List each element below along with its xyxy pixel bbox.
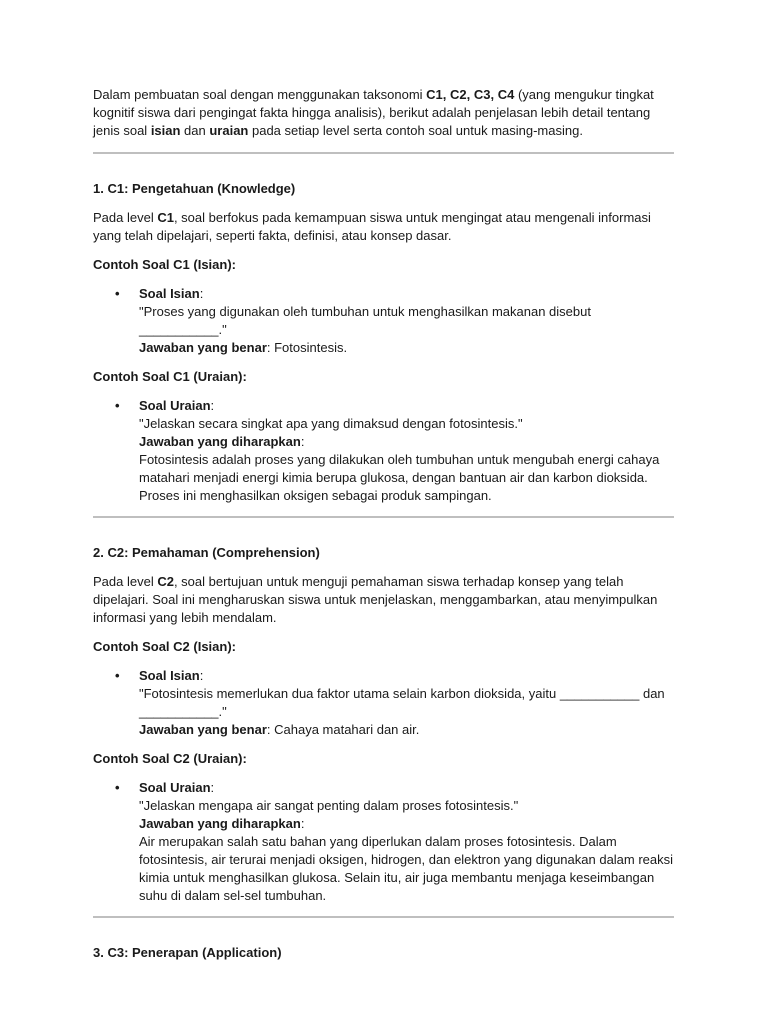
answer-text: Fotosintesis adalah proses yang dilakukan oleh tumbuhan untuk mengubah energi cahaya matahari menjadi energi kimia berupa glukosa, dengan bantuan air dan karbon dioksida. Proses ini menghasilkan oksigen sebagai produk sampingan. <box>139 452 660 503</box>
bullet-icon: • <box>115 780 120 795</box>
question-text: "Fotosintesis memerlukan dua faktor utama selain karbon dioksida, yaitu ___________ dan ___________." <box>139 686 665 719</box>
section-title-c1: 1. C1: Pengetahuan (Knowledge) <box>93 181 296 196</box>
question-text: "Jelaskan mengapa air sangat penting dalam proses fotosintesis." <box>139 798 519 813</box>
section-divider <box>93 516 674 518</box>
example-title-c1-isian: Contoh Soal C1 (Isian): <box>93 257 236 272</box>
example-title-c1-uraian: Contoh Soal C1 (Uraian): <box>93 369 247 384</box>
section-divider <box>93 916 674 918</box>
example-title-c2-isian: Contoh Soal C2 (Isian): <box>93 639 236 654</box>
example-title-c2-uraian: Contoh Soal C2 (Uraian): <box>93 751 247 766</box>
answer-text: Air merupakan salah satu bahan yang diperlukan dalam proses fotosintesis. Dalam fotosintesis, air terurai menjadi oksigen, hidrogen, dan elektron yang digunakan dalam reaksi kimia untuk menghasilkan glukosa. Selain itu, air juga membantu menjaga keseimbangan suhu di dalam sel-sel tumbuhan. <box>139 834 674 903</box>
list-item: • Soal Uraian: "Jelaskan mengapa air sangat penting dalam proses fotosintesis." Jawaban yang diharapkan: Air merupakan salah satu bahan yang diperlukan dalam proses fotosintesis. Dalam fotosintesis, air terurai menjadi oksigen, hidrogen, dan elektron yang digunakan dalam reaksi kimia untuk menghasilkan glukosa. Selain itu, air juga membantu menjaga keseimbangan suhu di dalam sel-sel tumbuhan. <box>115 780 674 903</box>
section-description-c1: Pada level C1, soal berfokus pada kemampuan siswa untuk mengingat atau mengenali informasi yang telah dipelajari, seperti fakta, definisi, atau konsep dasar. <box>93 210 651 243</box>
example-list-c1-isian <box>93 285 674 357</box>
bullet-icon: • <box>115 398 120 413</box>
list-item: • Soal Uraian: "Jelaskan secara singkat apa yang dimaksud dengan fotosintesis." Jawaban yang diharapkan: Fotosintesis adalah proses yang dilakukan oleh tumbuhan untuk mengubah energi cahaya matahari menjadi energi kimia berupa glukosa, dengan bantuan air dan karbon dioksida. Proses ini menghasilkan oksigen sebagai produk sampingan. <box>115 398 660 503</box>
list-item: • Soal Isian: "Fotosintesis memerlukan dua faktor utama selain karbon dioksida, yaitu ___________ dan ___________." Jawaban yang benar: Cahaya matahari dan air. <box>115 668 665 737</box>
section-title-c2: 2. C2: Pemahaman (Comprehension) <box>93 545 320 560</box>
example-list-c2-uraian <box>93 779 674 905</box>
question-text: "Proses yang digunakan oleh tumbuhan untuk menghasilkan makanan disebut ___________." <box>139 304 591 337</box>
question-text: "Jelaskan secara singkat apa yang dimaksud dengan fotosintesis." <box>139 416 523 431</box>
section-description-c2: Pada level C2, soal bertujuan untuk menguji pemahaman siswa terhadap konsep yang telah dipelajari. Soal ini mengharuskan siswa untuk menjelaskan, menggambarkan, atau menyimpulkan informasi yang lebih mendalam. <box>93 574 658 625</box>
bullet-icon: • <box>115 286 120 301</box>
section-divider <box>93 152 674 154</box>
answer-text: : Cahaya matahari dan air. <box>266 722 420 737</box>
example-list-c2-isian <box>93 667 674 739</box>
answer-text: : Fotosintesis. <box>266 340 348 355</box>
list-item: • Soal Isian: "Proses yang digunakan oleh tumbuhan untuk menghasilkan makanan disebut ___________." Jawaban yang benar: Fotosintesis. <box>115 286 591 355</box>
section-title-c3: 3. C3: Penerapan (Application) <box>93 945 282 960</box>
intro-paragraph: Dalam pembuatan soal dengan menggunakan taksonomi C1, C2, C3, C4 (yang mengukur tingkat kognitif siswa dari pengingat fakta hingga analisis), berikut adalah penjelasan lebih detail tentang jenis soal isian dan uraian pada setiap level serta contoh soal untuk masing-masing. <box>93 87 654 138</box>
bullet-icon: • <box>115 668 120 683</box>
example-list-c1-uraian <box>93 397 674 505</box>
